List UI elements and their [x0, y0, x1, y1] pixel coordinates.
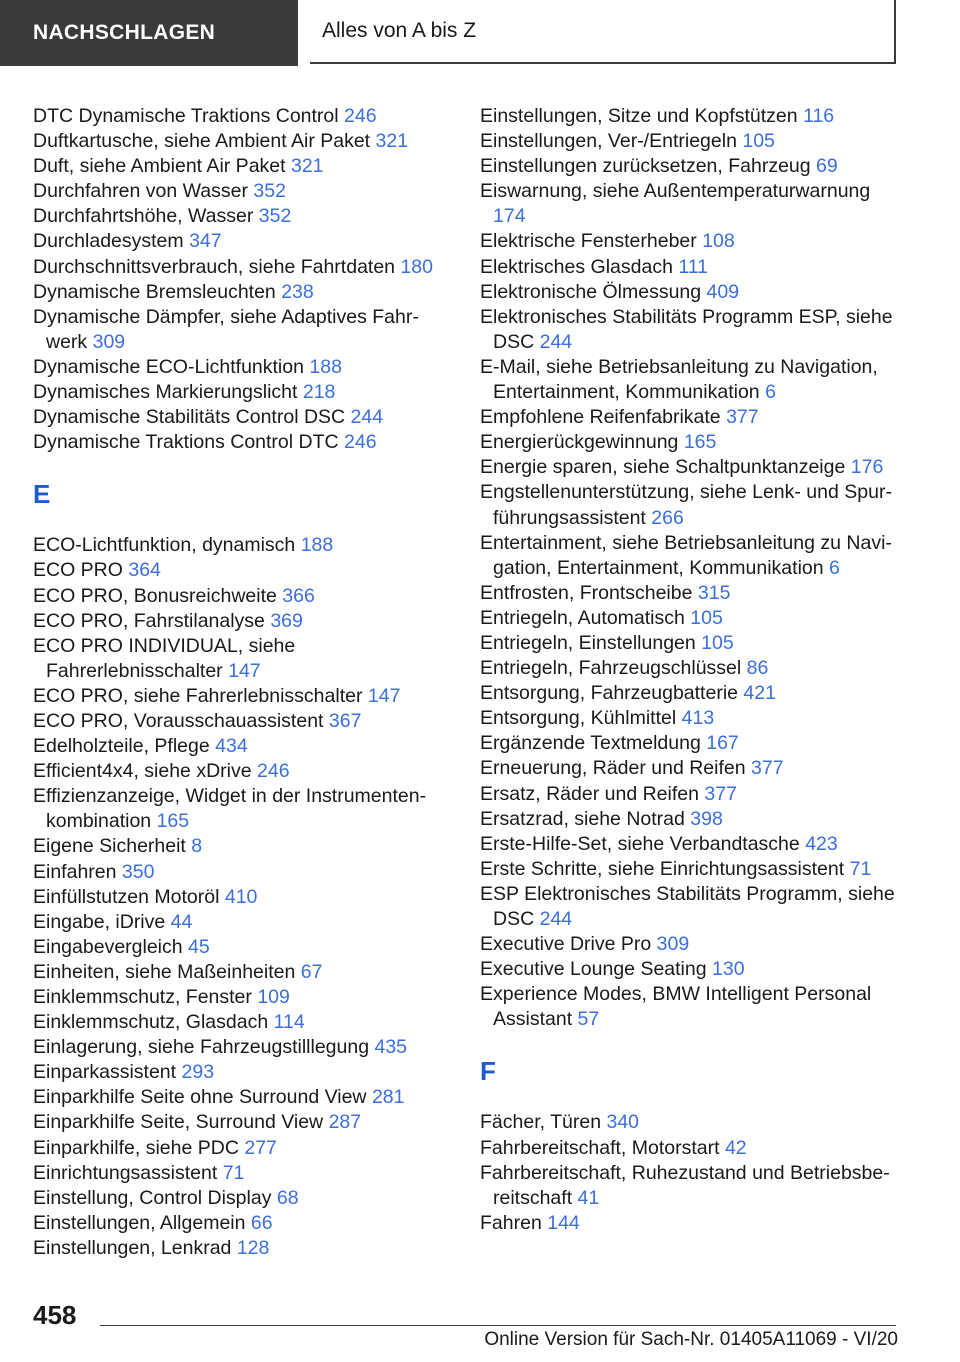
- index-entry-term: Empfohlene Reifenfabrikate: [480, 406, 721, 429]
- index-entry-term: Eingabevergleich: [33, 935, 183, 958]
- index-entry: [33, 380, 453, 405]
- page-reference-link[interactable]: 174: [493, 205, 526, 228]
- page-reference-link[interactable]: 309: [656, 933, 690, 956]
- index-entry-term: ECO PRO, Fahrstilanalyse: [33, 609, 265, 632]
- index-entry: [33, 885, 453, 910]
- index-entry: [33, 1085, 453, 1110]
- index-entry: [480, 430, 900, 455]
- index-entry-term: Effizienzanzeige, Widget in der Instrumentenkombination: [33, 785, 427, 833]
- page-reference-link[interactable]: 238: [281, 280, 314, 303]
- page-reference-link[interactable]: 67: [300, 960, 323, 983]
- index-entry-term: Entriegeln, Einstellungen: [480, 631, 696, 654]
- index-entry: [33, 609, 453, 634]
- page-reference-link[interactable]: 165: [156, 810, 190, 833]
- index-entry-term: Fächer, Türen: [480, 1111, 602, 1134]
- page-reference-link[interactable]: 86: [746, 657, 769, 680]
- index-entry-term: Erste Schritte, siehe Einrichtungsassistent: [480, 857, 845, 880]
- index-entry-term: Fahren: [480, 1211, 542, 1234]
- page-reference-link[interactable]: 377: [704, 782, 737, 805]
- index-entry-term: Energie sparen, siehe Schaltpunktanzeige: [480, 456, 846, 479]
- page-reference-link[interactable]: 188: [309, 355, 342, 378]
- index-entry-term: Einparkhilfe, siehe PDC: [33, 1136, 239, 1159]
- index-entry: [480, 129, 900, 154]
- page-reference-link[interactable]: 165: [683, 431, 717, 454]
- index-entry-term: Fahrbereitschaft, Ruhezustand und Betriebsbereitschaft: [480, 1161, 890, 1209]
- index-entry: [33, 684, 453, 709]
- index-entry-term: Edelholzteile, Pflege: [33, 735, 210, 758]
- page-reference-link[interactable]: 66: [250, 1211, 273, 1234]
- page-reference-link[interactable]: 147: [228, 659, 261, 682]
- index-entry: [33, 1186, 453, 1211]
- index-entry-term: Erste-Hilfe-Set, siehe Verbandtasche: [480, 832, 800, 855]
- index-entry-term: Einstellungen, Lenkrad: [33, 1236, 232, 1259]
- index-entry: [480, 531, 900, 581]
- index-column-left: [33, 104, 453, 1261]
- index-entry-term: Executive Drive Pro: [480, 933, 652, 956]
- index-entry-term: Elektronisches Stabilitäts Programm ESP, siehe DSC: [480, 305, 893, 353]
- page-reference-link[interactable]: 369: [270, 609, 303, 632]
- index-entry: [33, 280, 453, 305]
- index-entry: [33, 734, 453, 759]
- page-reference-link[interactable]: 130: [712, 958, 745, 981]
- index-entry: [33, 1060, 453, 1085]
- page-reference-link[interactable]: 144: [547, 1211, 580, 1234]
- page-reference-link[interactable]: 109: [257, 986, 290, 1008]
- index-entry-term: Durchfahren von Wasser: [33, 180, 248, 203]
- section-tab[interactable]: NACHSCHLAGEN: [0, 0, 298, 66]
- page-reference-link[interactable]: 167: [706, 732, 739, 755]
- index-entry: [480, 581, 900, 606]
- page-reference-link[interactable]: 423: [805, 832, 838, 855]
- index-entry-term: ESP Elektronisches Stabilitäts Programm, siehe DSC: [480, 882, 895, 930]
- index-entry: [480, 405, 900, 430]
- page-reference-link[interactable]: 71: [222, 1161, 245, 1184]
- index-entry-term: Einstellungen, Ver-/Entriegeln: [480, 130, 737, 153]
- index-entry-term: Ergänzende Textmeldung: [480, 732, 701, 755]
- page-number: 458: [33, 1300, 77, 1330]
- index-entry-term: Einparkassistent: [33, 1061, 177, 1084]
- index-entry: [33, 558, 453, 583]
- index-entry: [480, 355, 900, 405]
- index-entry: [480, 179, 900, 229]
- index-entry: [33, 759, 453, 784]
- page-reference-link[interactable]: 409: [706, 280, 740, 303]
- index-entry: [480, 807, 900, 832]
- page-reference-link[interactable]: 180: [400, 255, 433, 278]
- page-reference-link[interactable]: 244: [539, 330, 573, 353]
- index-entry-term: Dynamische Stabilitäts Control DSC: [33, 406, 346, 429]
- index-entry: [480, 229, 900, 254]
- index-entry-term: Entriegeln, Fahrzeugschlüssel: [480, 657, 742, 680]
- page-reference-link[interactable]: 128: [236, 1236, 270, 1259]
- index-entry: [33, 204, 453, 229]
- index-entry: [33, 784, 453, 834]
- index-entry: [480, 782, 900, 807]
- page-reference-link[interactable]: 114: [273, 1011, 305, 1034]
- index-entry-term: Entertainment, siehe Betriebsanleitung zu Navigation, Entertainment, Kommunikation: [480, 531, 892, 579]
- page-reference-link[interactable]: 410: [224, 885, 258, 908]
- index-entry-term: Durchladesystem: [33, 230, 184, 253]
- index-entry: [33, 255, 453, 280]
- index-entry: [480, 656, 900, 681]
- index-entry: [480, 1211, 900, 1236]
- index-entry: [480, 1136, 900, 1161]
- page-reference-link[interactable]: 244: [539, 908, 573, 930]
- index-entry-term: Einparkhilfe Seite ohne Surround View: [33, 1086, 367, 1109]
- index-entry-term: Entfrosten, Frontscheibe: [480, 581, 693, 604]
- index-entry-term: Engstellenunterstützung, siehe Lenk- und Spurführungsassistent: [480, 481, 892, 529]
- index-entry-term: E-Mail, siehe Betriebsanleitung zu Navigation, Entertainment, Kommunikation: [480, 355, 878, 404]
- chapter-title: Alles von A bis Z: [310, 0, 896, 64]
- index-entry: [480, 882, 900, 932]
- index-entry: [33, 533, 453, 558]
- index-entry: [33, 229, 453, 254]
- index-entry: [480, 982, 900, 1032]
- index-entry: [33, 430, 453, 455]
- index-entry: [33, 634, 453, 684]
- page-reference-link[interactable]: 366: [282, 584, 315, 607]
- index-entry-term: ECO PRO, Bonusreichweite: [33, 584, 277, 607]
- index-entry: [33, 860, 453, 885]
- index-entry: [480, 455, 900, 480]
- page-reference-link[interactable]: 293: [181, 1061, 215, 1084]
- index-entry-term: Efficient4x4, siehe xDrive: [33, 760, 252, 783]
- index-entry-term: Executive Lounge Seating: [480, 958, 707, 981]
- index-entry-term: Einstellung, Control Display: [33, 1186, 272, 1209]
- page-reference-link[interactable]: 435: [374, 1036, 408, 1059]
- index-entry: [33, 1236, 453, 1261]
- index-entry: [480, 305, 900, 355]
- index-entry-term: ECO PRO INDIVIDUAL, siehe Fahrerlebnisschalter: [33, 634, 296, 682]
- index-entry-term: Einrichtungsassistent: [33, 1161, 218, 1184]
- index-entry: [480, 957, 900, 982]
- index-entry: [480, 832, 900, 857]
- index-entry-term: Eigene Sicherheit: [33, 835, 186, 858]
- index-entry: [480, 756, 900, 781]
- page-reference-link[interactable]: 367: [328, 709, 362, 732]
- index-entry: [480, 932, 900, 957]
- index-entry: [33, 1211, 453, 1236]
- index-entry-term: Dynamisches Markierungslicht: [33, 381, 298, 404]
- index-entry: [33, 935, 453, 960]
- index-entry-term: DTC Dynamische Traktions Control: [33, 105, 339, 127]
- page-reference-link[interactable]: 8: [191, 835, 203, 858]
- index-entry-term: Einparkhilfe Seite, Surround View: [33, 1111, 324, 1134]
- index-entry: [33, 985, 453, 1010]
- index-entry-term: Entsorgung, Kühlmittel: [480, 707, 677, 730]
- index-entry-term: Einklemmschutz, Fenster: [33, 986, 252, 1008]
- page-reference-link[interactable]: 281: [371, 1086, 405, 1109]
- index-entry: [33, 1161, 453, 1186]
- index-entry: [33, 305, 453, 355]
- page-reference-link[interactable]: 69: [816, 155, 838, 178]
- index-entry: [480, 1161, 900, 1211]
- index-entry-term: Ersatz, Räder und Reifen: [480, 782, 699, 805]
- index-entry-term: Fahrbereitschaft, Motorstart: [480, 1136, 720, 1159]
- index-entry: [33, 104, 453, 129]
- index-entry-term: Erneuerung, Räder und Reifen: [480, 757, 746, 780]
- index-entry-term: Einheiten, siehe Maßeinheiten: [33, 960, 296, 983]
- page-reference-link[interactable]: 6: [765, 381, 776, 404]
- index-entry-term: Einstellungen zurücksetzen, Fahrzeug: [480, 155, 811, 178]
- index-entry: [33, 1010, 453, 1035]
- page-reference-link[interactable]: 42: [724, 1136, 747, 1159]
- index-entry: [33, 960, 453, 985]
- index-entry-term: Entsorgung, Fahrzeugbatterie: [480, 682, 738, 705]
- page-reference-link[interactable]: 246: [344, 431, 377, 454]
- index-entry: [33, 405, 453, 430]
- footer-divider: [100, 1325, 896, 1326]
- index-entry-term: Ersatzrad, siehe Notrad: [480, 807, 685, 830]
- page-reference-link[interactable]: 246: [344, 105, 377, 127]
- index-entry: [480, 280, 900, 305]
- index-entry: [33, 154, 453, 179]
- page-reference-link[interactable]: 340: [606, 1111, 640, 1134]
- page-reference-link[interactable]: 321: [375, 130, 409, 153]
- index-entry: [480, 681, 900, 706]
- index-entry: [480, 731, 900, 756]
- page-reference-link[interactable]: 105: [690, 606, 723, 629]
- index-entry: [33, 834, 453, 859]
- index-entry-term: Eiswarnung, siehe Außentemperaturwarnung: [480, 180, 871, 203]
- index-entry: [480, 606, 900, 631]
- index-entry: [33, 584, 453, 609]
- index-letter-heading: E: [33, 479, 51, 510]
- page-reference-link[interactable]: 347: [189, 230, 222, 253]
- page-reference-link[interactable]: 321: [290, 155, 324, 178]
- page-reference-link[interactable]: 45: [188, 935, 210, 958]
- index-entry: [480, 154, 900, 179]
- index-entry: [480, 104, 900, 129]
- index-entry-term: Dynamische Dämpfer, siehe Adaptives Fahrwerk: [33, 305, 419, 353]
- index-entry-term: Experience Modes, BMW Intelligent Personal Assistant: [480, 983, 872, 1031]
- page-reference-link[interactable]: 71: [849, 857, 872, 880]
- index-entry-term: Elektronische Ölmessung: [480, 280, 702, 303]
- index-entry: [33, 129, 453, 154]
- index-entry-term: Dynamische ECO-Lichtfunktion: [33, 355, 304, 378]
- index-entry-term: Duftkartusche, siehe Ambient Air Paket: [33, 130, 371, 153]
- index-entry: [480, 631, 900, 656]
- index-entry-term: Einfahren: [33, 860, 117, 883]
- page-reference-link[interactable]: 287: [328, 1111, 362, 1134]
- page-reference-link[interactable]: 44: [170, 910, 193, 933]
- page-reference-link[interactable]: 6: [829, 556, 840, 579]
- index-entry-term: ECO PRO: [33, 559, 123, 582]
- index-entry-term: Einstellungen, Allgemein: [33, 1211, 246, 1234]
- index-entry: [33, 1035, 453, 1060]
- index-entry-term: Entriegeln, Automatisch: [480, 606, 685, 629]
- index-letter-heading: F: [480, 1056, 496, 1087]
- page-reference-link[interactable]: 68: [276, 1186, 299, 1209]
- index-entry-term: Energierückgewinnung: [480, 431, 679, 454]
- index-entry: [33, 179, 453, 204]
- page-reference-link[interactable]: 315: [697, 581, 731, 604]
- index-entry-term: Durchschnittsverbrauch, siehe Fahrtdaten: [33, 255, 396, 278]
- page-reference-link[interactable]: 266: [651, 506, 684, 529]
- page-reference-link[interactable]: 147: [367, 684, 401, 707]
- page-reference-link[interactable]: 188: [300, 534, 334, 557]
- index-entry: [33, 910, 453, 935]
- page-header: [0, 0, 960, 66]
- page-reference-link[interactable]: 352: [253, 180, 286, 203]
- index-entry-term: Einklemmschutz, Glasdach: [33, 1011, 269, 1034]
- index-entry: [480, 1110, 900, 1135]
- index-entry: [480, 857, 900, 882]
- page-reference-link[interactable]: 111: [678, 255, 708, 278]
- page-reference-link[interactable]: 398: [690, 807, 723, 830]
- index-entry-term: Eingabe, iDrive: [33, 910, 166, 933]
- index-column-right: [480, 104, 900, 1236]
- index-entry-term: Einfüllstutzen Motoröl: [33, 885, 220, 908]
- index-entry-term: Dynamische Traktions Control DTC: [33, 431, 339, 454]
- page-reference-link[interactable]: 41: [577, 1186, 600, 1209]
- page-reference-link[interactable]: 352: [258, 205, 292, 228]
- index-entry: [33, 1136, 453, 1161]
- index-entry-term: Duft, siehe Ambient Air Paket: [33, 155, 286, 178]
- page-reference-link[interactable]: 309: [92, 330, 126, 353]
- page-reference-link[interactable]: 105: [742, 130, 775, 153]
- page-reference-link[interactable]: 377: [726, 406, 759, 429]
- index-entry-term: Einlagerung, siehe Fahrzeugstilllegung: [33, 1036, 370, 1059]
- index-entry: [33, 1110, 453, 1135]
- index-entry-term: Elektrische Fensterheber: [480, 230, 697, 253]
- page-reference-link[interactable]: 246: [257, 760, 290, 783]
- page-reference-link[interactable]: 57: [577, 1008, 600, 1031]
- page-reference-link[interactable]: 364: [128, 559, 161, 582]
- page-reference-link[interactable]: 277: [244, 1136, 277, 1159]
- page-reference-link[interactable]: 105: [701, 631, 734, 654]
- index-entry: [480, 706, 900, 731]
- page-reference-link[interactable]: 108: [702, 230, 735, 253]
- page-reference-link[interactable]: 116: [803, 105, 835, 127]
- index-entry: [480, 480, 900, 530]
- page-reference-link[interactable]: 413: [681, 707, 715, 730]
- index-entry-term: ECO PRO, siehe Fahrerlebnisschalter: [33, 684, 363, 707]
- index-entry: [480, 255, 900, 280]
- page-reference-link[interactable]: 176: [850, 456, 884, 479]
- page-reference-link[interactable]: 434: [215, 735, 248, 758]
- index-entry-term: Einstellungen, Sitze und Kopfstützen: [480, 105, 798, 127]
- index-entry-term: ECO-Lichtfunktion, dynamisch: [33, 534, 296, 557]
- index-entry: [33, 355, 453, 380]
- footer-version-text: Online Version für Sach-Nr. 01405A11069 - VI/20: [484, 1329, 898, 1350]
- page-reference-link[interactable]: 377: [751, 757, 784, 780]
- page-reference-link[interactable]: 244: [350, 406, 384, 429]
- index-entry: [33, 709, 453, 734]
- index-entry-term: Elektrisches Glasdach: [480, 255, 673, 278]
- index-entry-term: Dynamische Bremsleuchten: [33, 280, 276, 303]
- page-reference-link[interactable]: 218: [302, 381, 336, 404]
- index-entry-term: ECO PRO, Vorausschauassistent: [33, 709, 324, 732]
- page-reference-link[interactable]: 350: [121, 860, 155, 883]
- page-reference-link[interactable]: 421: [743, 682, 776, 705]
- index-entry-term: Durchfahrtshöhe, Wasser: [33, 205, 254, 228]
